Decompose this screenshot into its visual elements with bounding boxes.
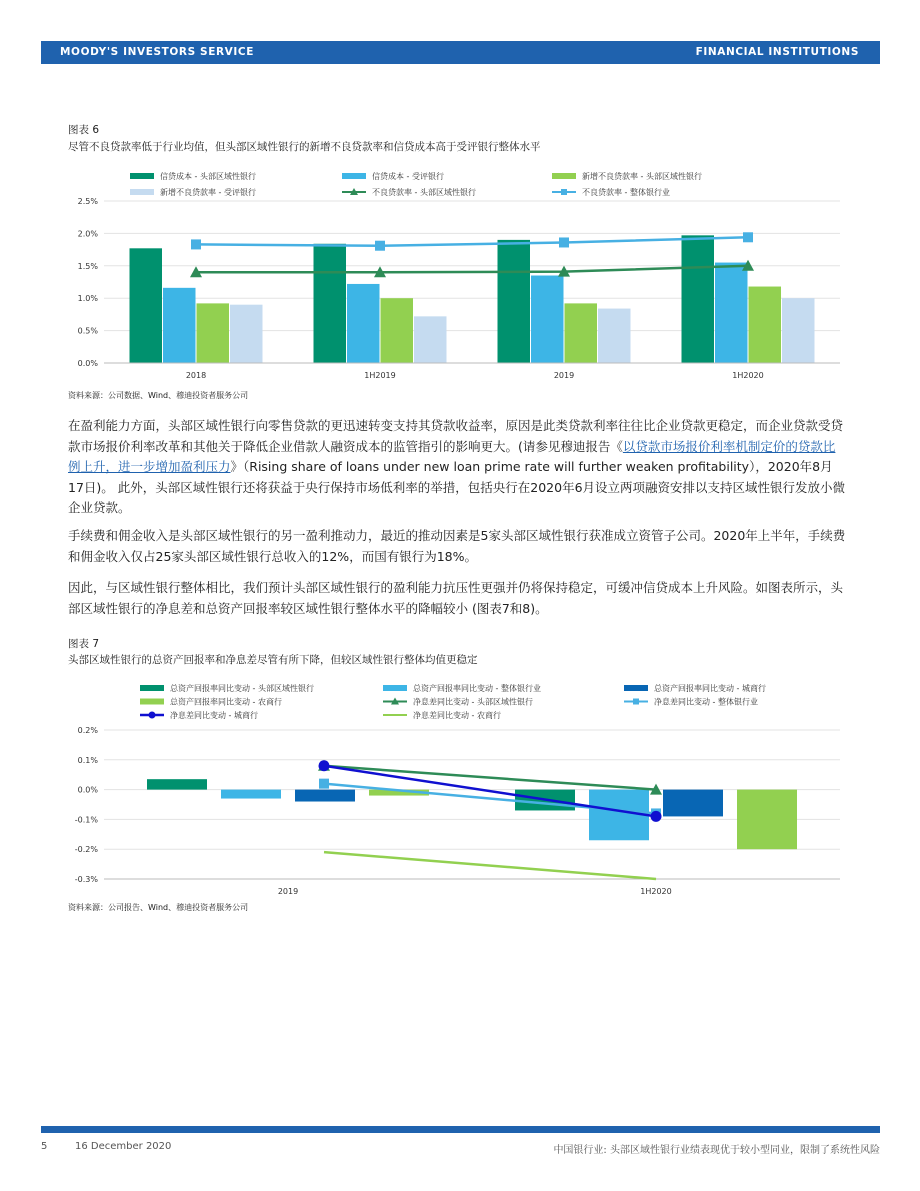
legend-marker-5 bbox=[633, 699, 639, 705]
series-line-0 bbox=[324, 766, 656, 790]
series-line-0 bbox=[196, 266, 748, 272]
paragraph-1-text-b: 》（Rising share of loans under new loan prime rate will further weaken profitability），2020年8月17日)。 此外，头部区域性银行还将获益于央行保持市场低利率的举措，包括央行在2020年6月设立两项融资安排以支持区域性银行发放小微企业贷款。 bbox=[68, 459, 846, 515]
legend-swatch-2 bbox=[624, 685, 648, 691]
section-name: FINANCIAL INSTITUTIONS bbox=[695, 46, 859, 58]
legend-label-2: 总资产回报率同比变动 - 城商行 bbox=[654, 684, 766, 693]
y-tick-label: 2.5% bbox=[77, 197, 98, 206]
y-tick-label: 0.1% bbox=[77, 755, 98, 765]
point-2-1 bbox=[651, 811, 662, 822]
figure-6-source: 资料来源：公司数据、Wind、穆迪投资者服务公司 bbox=[68, 391, 249, 400]
bar-0-3 bbox=[230, 305, 263, 363]
legend-swatch-0 bbox=[140, 685, 164, 691]
header-bar bbox=[41, 41, 880, 64]
bar-2-3 bbox=[598, 309, 631, 363]
legend-label-7: 净息差同比变动 - 农商行 bbox=[413, 711, 501, 720]
bar-0-0 bbox=[130, 248, 163, 363]
paragraph-1-text-a: 在盈利能力方面，头部区域性银行向零售贷款的更迅速转变支持其贷款收益率，原因是此类贷款利率往往比企业贷款更稳定，而企业贷款受贷款市场报价利率改革和其他关于降低企业借款人融资成本的监管指引的影响更大。(请参见穆迪报告《 bbox=[68, 418, 844, 454]
bar-1-2 bbox=[663, 790, 723, 817]
x-tick-label: 1H2020 bbox=[732, 371, 764, 380]
point-2-0 bbox=[319, 760, 330, 771]
publication-date: 16 December 2020 bbox=[75, 1141, 172, 1152]
y-tick-label: -0.2% bbox=[74, 845, 98, 855]
report-link[interactable]: 以贷款市场报价利率机制定价的贷款比例上升，进一步增加盈利压力 bbox=[68, 438, 836, 474]
bar-0-2 bbox=[295, 790, 355, 802]
legend-label-0: 信贷成本 - 头部区域性银行 bbox=[160, 172, 256, 181]
report-title: 中国银行业: 头部区域性银行业绩表现优于较小型同业，限制了系统性风险 bbox=[553, 1145, 880, 1156]
legend-label-2: 新增不良贷款率 - 头部区域性银行 bbox=[582, 172, 702, 181]
figure-7-number: 图表 7 bbox=[68, 638, 100, 650]
page-number: 5 bbox=[41, 1141, 48, 1152]
legend-swatch-3 bbox=[140, 699, 164, 705]
series-line-3 bbox=[324, 852, 656, 879]
legend-marker-5 bbox=[561, 189, 567, 195]
y-tick-label: 0.0% bbox=[77, 785, 98, 795]
point-1-2 bbox=[559, 237, 569, 247]
legend-marker-6 bbox=[149, 712, 156, 719]
legend-label-3: 总资产回报率同比变动 - 农商行 bbox=[170, 697, 282, 707]
bar-3-3 bbox=[782, 298, 815, 363]
legend-label-3: 新增不良贷款率 - 受评银行 bbox=[160, 188, 256, 197]
bar-2-1 bbox=[531, 276, 564, 363]
figure-7-chart bbox=[68, 678, 848, 898]
y-tick-label: 0.2% bbox=[77, 726, 98, 735]
legend-label-5: 净息差同比变动 - 整体银行业 bbox=[654, 697, 758, 707]
y-tick-label: 2.0% bbox=[77, 229, 98, 239]
x-tick-label: 2018 bbox=[185, 371, 207, 380]
point-1-1 bbox=[375, 241, 385, 251]
bar-2-0 bbox=[498, 240, 531, 363]
legend-label-1: 总资产回报率同比变动 - 整体银行业 bbox=[413, 684, 541, 693]
legend-label-6: 净息差同比变动 - 城商行 bbox=[170, 711, 258, 720]
figure-6-title: 尽管不良贷款率低于行业均值，但头部区域性银行的新增不良贷款率和信贷成本高于受评银行整体水平 bbox=[68, 141, 541, 153]
bar-0-1 bbox=[221, 790, 281, 799]
bar-2-2 bbox=[565, 303, 598, 363]
legend-swatch-2 bbox=[552, 173, 576, 179]
point-1-3 bbox=[743, 232, 753, 242]
y-tick-label: 0.5% bbox=[77, 326, 98, 336]
y-tick-label: -0.3% bbox=[74, 875, 98, 884]
bar-1-0 bbox=[314, 244, 347, 363]
y-tick-label: 0.0% bbox=[77, 359, 98, 368]
legend-label-5: 不良贷款率 - 整体银行业 bbox=[582, 188, 670, 197]
bar-1-3 bbox=[737, 790, 797, 850]
series-line-1 bbox=[196, 237, 748, 245]
bar-0-2 bbox=[197, 303, 230, 363]
legend-label-4: 不良贷款率 - 头部区域性银行 bbox=[372, 188, 476, 197]
figure-6-number: 图表 6 bbox=[68, 124, 100, 136]
paragraph-fees: 手续费和佣金收入是头部区域性银行的另一盈利推动力，最近的推动因素是5家头部区域性银行获准成立资管子公司。2020年上半年，手续费和佣金收入仅占25家头部区域性银行总收入的12%，而国有银行为18%。 bbox=[68, 528, 846, 564]
legend-label-1: 信贷成本 - 受评银行 bbox=[372, 172, 444, 181]
legend-swatch-1 bbox=[383, 685, 407, 691]
x-tick-label: 1H2019 bbox=[364, 371, 396, 380]
legend-swatch-0 bbox=[130, 173, 154, 179]
x-tick-label: 2019 bbox=[277, 887, 299, 896]
y-tick-label: 1.5% bbox=[77, 261, 98, 271]
y-tick-label: -0.1% bbox=[74, 815, 98, 825]
bar-1-2 bbox=[381, 298, 414, 363]
bar-1-3 bbox=[414, 316, 447, 363]
paragraph-conclusion: 因此，与区域性银行整体相比，我们预计头部区域性银行的盈利能力抗压性更强并仍将保持稳定，可缓冲信贷成本上升风险。如图表所示，头部区域性银行的净息差和总资产回报率较区域性银行整体水平的降幅较小 (图表7和8)。 bbox=[68, 580, 844, 616]
legend-swatch-3 bbox=[130, 189, 154, 195]
publisher-name: MOODY'S INVESTORS SERVICE bbox=[60, 46, 254, 58]
legend-label-0: 总资产回报率同比变动 - 头部区域性银行 bbox=[170, 684, 314, 693]
point-1-0 bbox=[319, 779, 329, 789]
figure-7-source: 资料来源：公司报告、Wind、穆迪投资者服务公司 bbox=[68, 903, 249, 912]
y-tick-label: 1.0% bbox=[77, 294, 98, 304]
bar-3-0 bbox=[682, 235, 715, 363]
legend-label-4: 净息差同比变动 - 头部区域性银行 bbox=[413, 697, 533, 707]
legend-swatch-1 bbox=[342, 173, 366, 179]
paragraph-profitability bbox=[68, 416, 846, 519]
bar-1-1 bbox=[347, 284, 380, 363]
x-tick-label: 2019 bbox=[553, 371, 575, 380]
figure-6-chart bbox=[68, 166, 848, 386]
bar-0-1 bbox=[163, 288, 196, 363]
x-tick-label: 1H2020 bbox=[640, 887, 672, 896]
bar-3-2 bbox=[749, 287, 782, 363]
figure-7-title: 头部区域性银行的总资产回报率和净息差尽管有所下降，但较区域性银行整体均值更稳定 bbox=[68, 654, 478, 666]
footer-bar bbox=[41, 1126, 880, 1133]
point-1-0 bbox=[191, 239, 201, 249]
bar-0-0 bbox=[147, 779, 207, 789]
bar-3-1 bbox=[715, 263, 748, 363]
